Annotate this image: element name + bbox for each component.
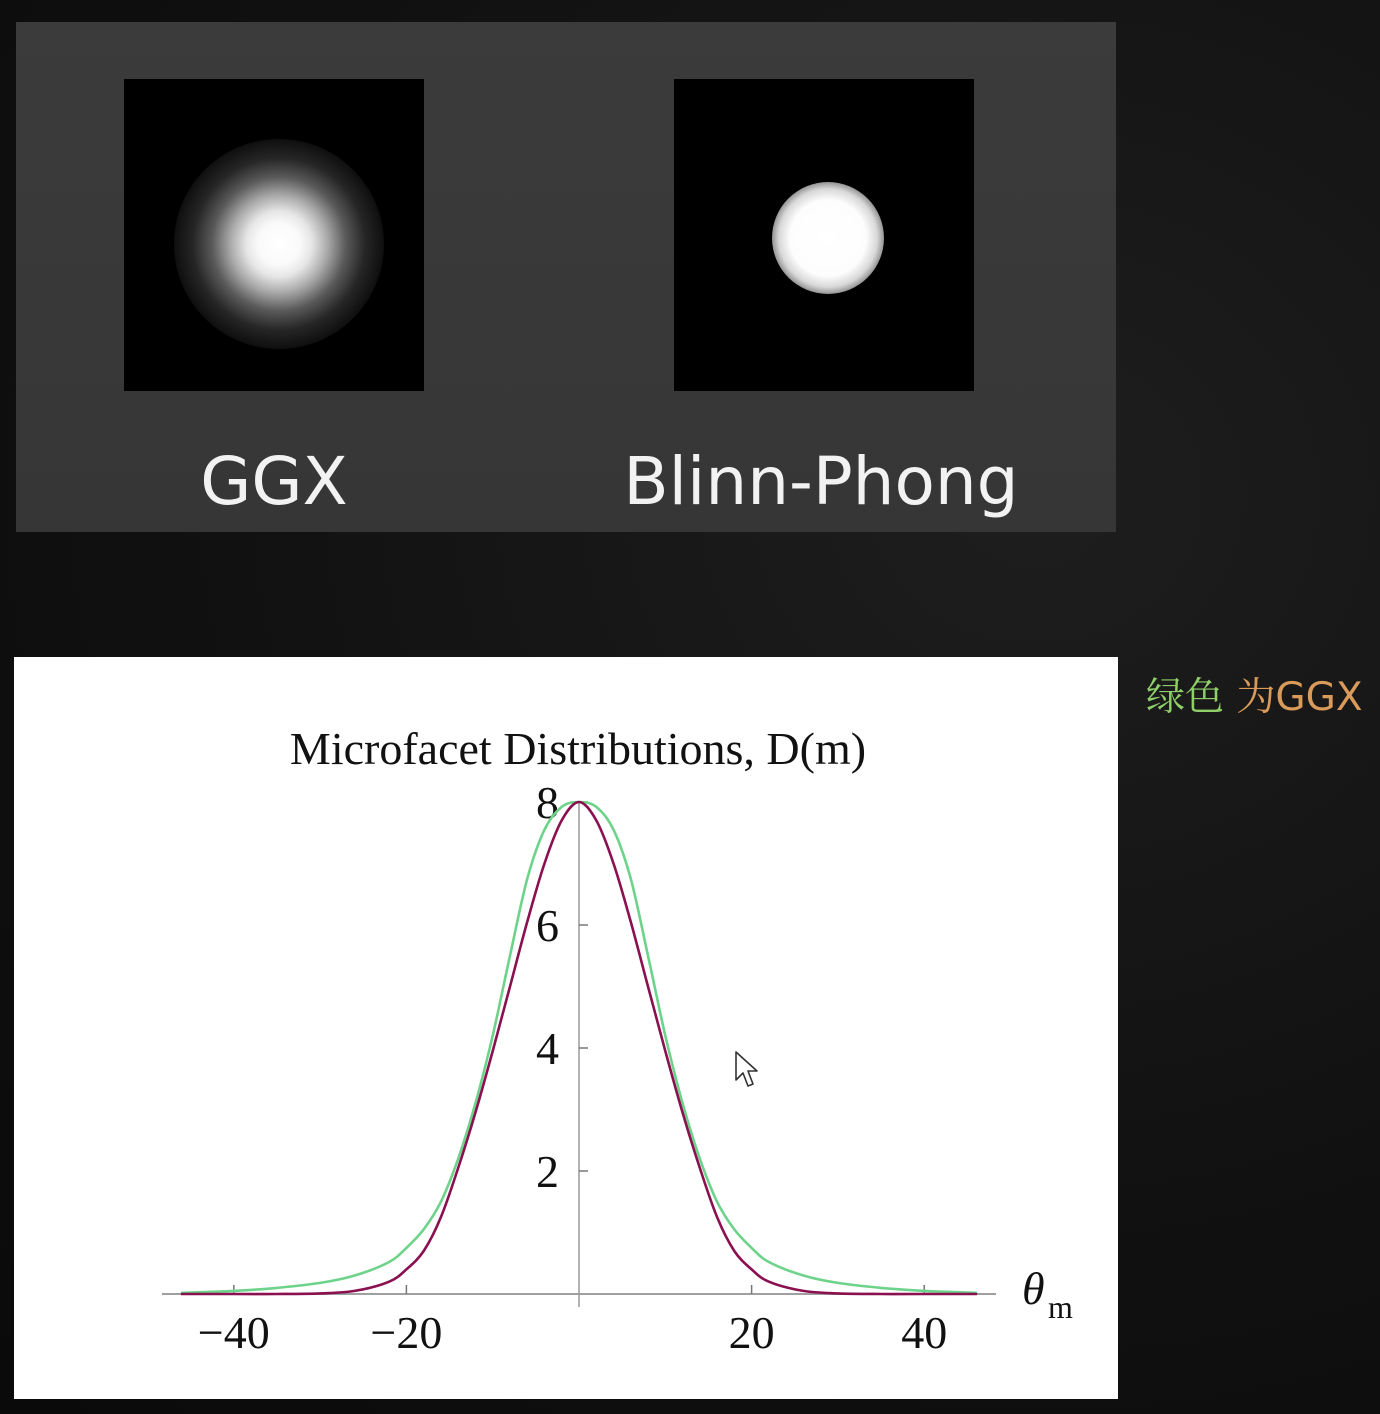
x-ticks	[198, 1285, 947, 1358]
x-tick-label: 40	[901, 1307, 948, 1358]
y-tick-label: 4	[536, 1023, 559, 1074]
x-tick-label: −20	[370, 1307, 443, 1358]
distribution-plot-panel	[14, 657, 1118, 1399]
y-tick-label: 2	[536, 1146, 559, 1197]
x-axis-label-symbol: θ	[1022, 1263, 1045, 1314]
blinn-phong-label: Blinn-Phong	[623, 443, 1019, 520]
annotation-ggx-text: 为GGX	[1236, 675, 1363, 720]
x-tick-label: −40	[197, 1307, 270, 1358]
ggx-specular-spot	[174, 139, 384, 349]
ggx-label: GGX	[200, 443, 348, 520]
y-tick-label: 6	[536, 900, 559, 951]
y-ticks	[536, 777, 588, 1197]
blinn-phong-highlight-image	[674, 79, 974, 391]
annotation-green-text: 绿色	[1146, 675, 1225, 720]
y-tick-label: 8	[536, 777, 559, 828]
distribution-chart	[14, 657, 1118, 1399]
blinn-phong-specular-spot	[772, 182, 884, 294]
ggx-highlight-image	[124, 79, 424, 391]
x-axis-label-subscript: m	[1048, 1289, 1073, 1325]
highlight-comparison-panel	[16, 22, 1116, 532]
x-axis-label	[1022, 1263, 1073, 1325]
legend-annotation	[1146, 673, 1363, 723]
mouse-cursor-icon	[734, 1050, 760, 1090]
chart-title: Microfacet Distributions, D(m)	[289, 723, 867, 774]
x-tick-label: 20	[728, 1307, 775, 1358]
